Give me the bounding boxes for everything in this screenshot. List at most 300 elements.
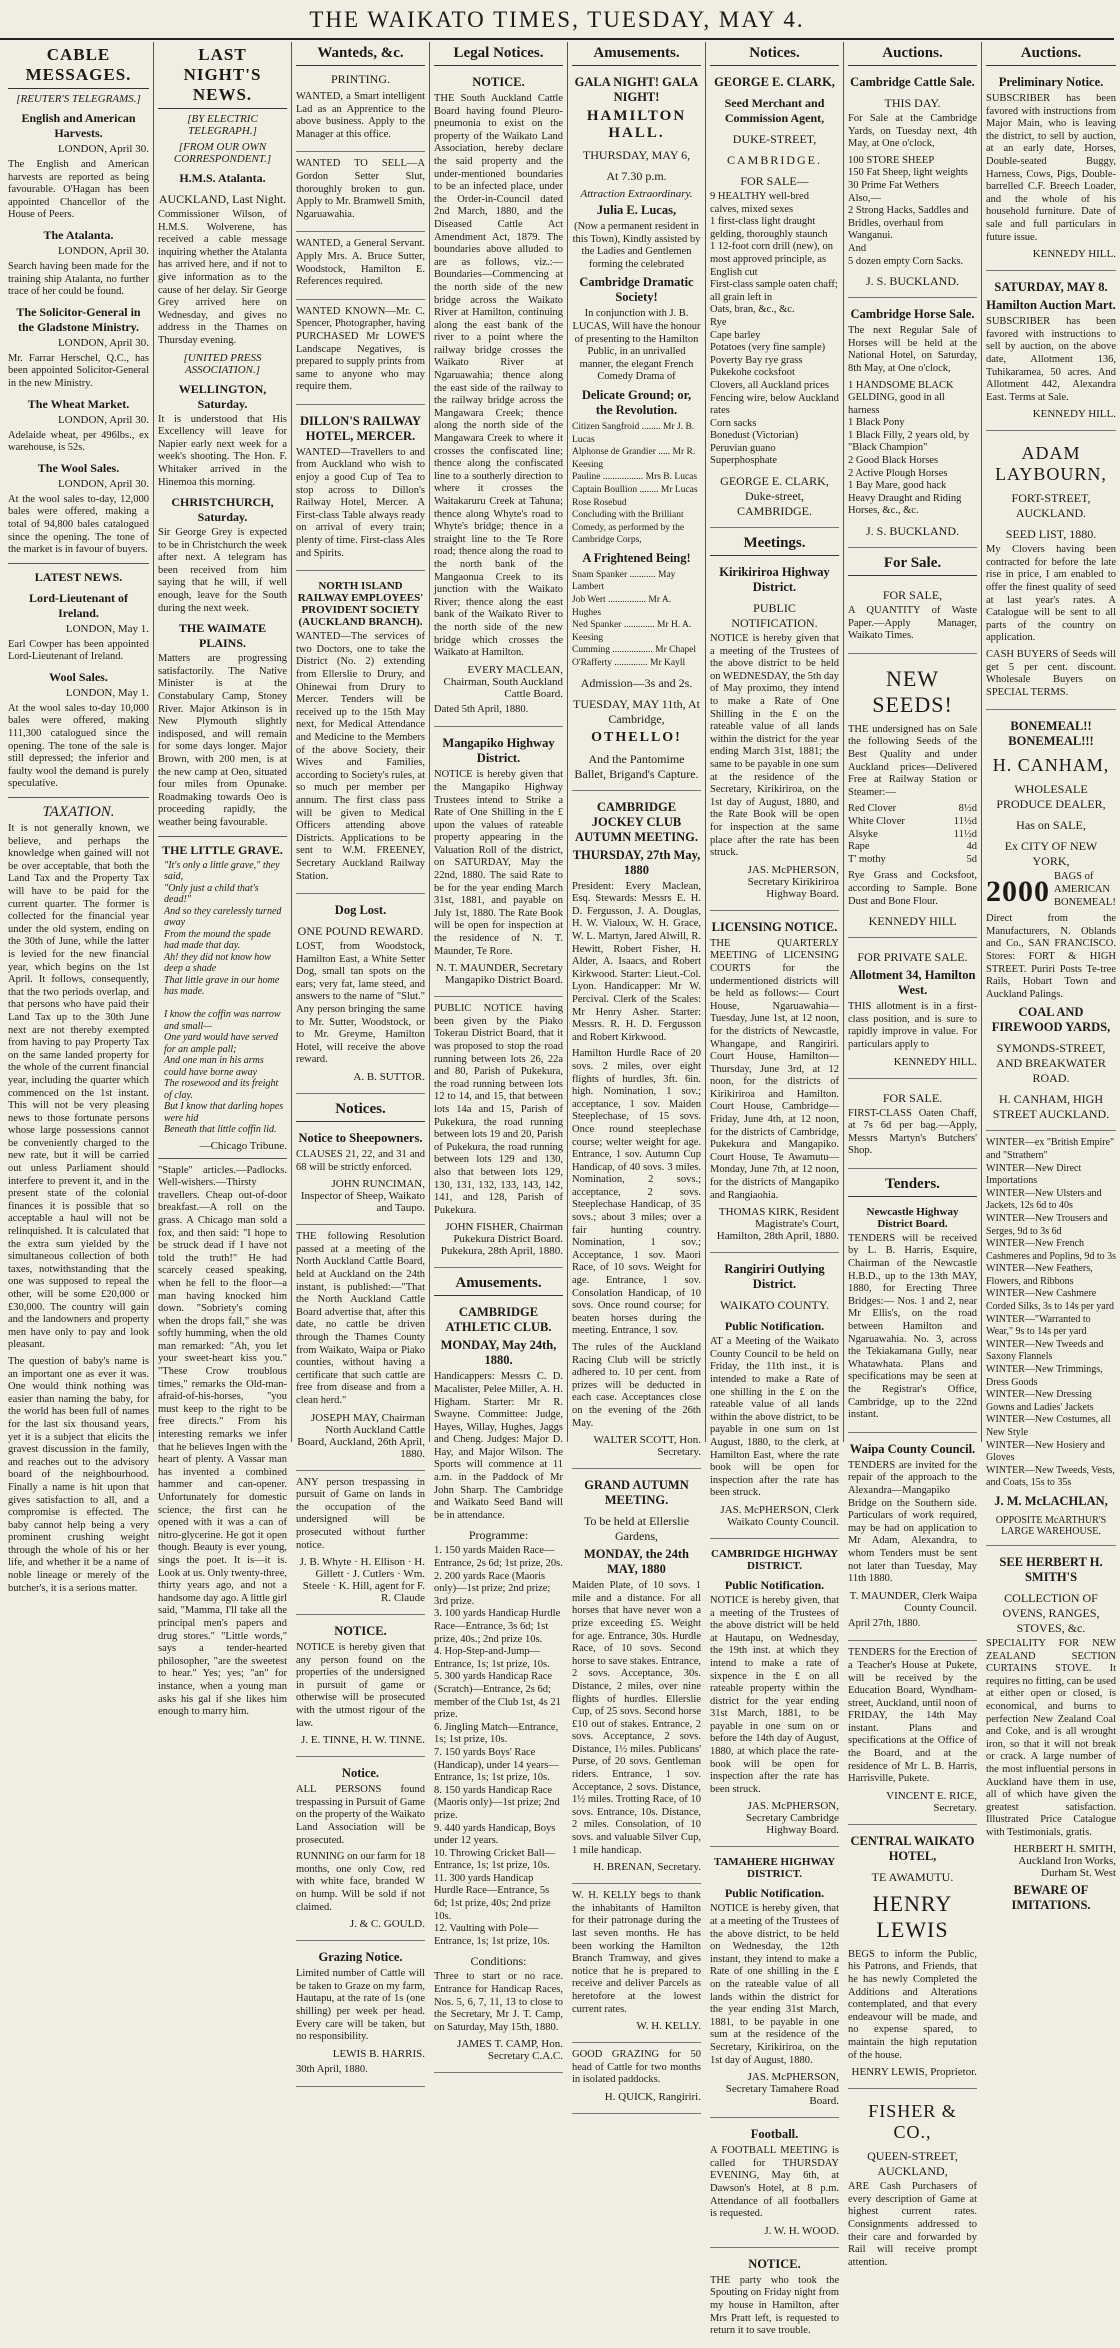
ad-signature: JOSEPH MAY, Chairman North Auckland Cattle Board, Auckland, 26th April, 1880.: [297, 1411, 425, 1460]
classified-ad: [296, 156, 425, 232]
ad-text: BEGS to inform the Public, his Patrons, and Friends, that he has newly Completed the Additions and Alterations contemplated, and that every endeavour will be made, and no expense spared, to maintain the high reputation of the house.: [848, 1948, 977, 2061]
ad-text: SPECIALITY FOR NEW ZEALAND SECTION CURTAINS STOVE. It requires no fitting, can be used at either open or closed, is economical, and burns to perfection New Zealand Coal and Coke, and is all wrought iron, so that it will not break or crack. A large number of the most influential persons in Auckland have them in use, all of which have given the greatest satisfaction. Illustrated Price Catalogue with Testimonials, gratis.: [986, 1637, 1116, 1838]
athletic-club-ad: [434, 1300, 563, 2073]
ad-heading: SEE HERBERT H. SMITH'S: [999, 1554, 1103, 1584]
item-list: 9 HEALTHY well-bred calves, mixed sexes 1 first-class light draught gelding, thoroughly staunch 1 12-foot corn drill (new), on most approved principle, as English cut First-class sample oaten chaff; all grain left in Oats, bran, &c., &c. Rye Cape barley Potatoes (very fine sample) Poverty Bay rye grass Pukekohe cocksfoot Clovers, all Auckland prices Fencing wire, below Auckland rates Corn sacks Bonedust (Victorian) Peruvian guano Superphosphate: [710, 191, 839, 467]
ad-text: President: Every Maclean, Esq. Stewards: Messrs E. H. D. Fergusson, J. A. Douglas, H. W. Vialoux, W. H. Grace, W. L. Martyn, Jared Alwill, R. Hewitt, Robert Fisher, H. Alder, A. Isaacs, and Robert Kirkwood. Starter: Lieut.-Col. Lyon. Handicapper: Mr W. Percival. Clerk of the Scales: Mr Henry Asher. Starter: Messrs. R. H. D. Fergusson and Robert Kirkwood.: [572, 880, 701, 1043]
quantity-label: BAGS of AMERICAN BONEMEAL!: [1054, 871, 1116, 908]
classified-ad: [296, 304, 425, 405]
ad-heading: TAMAHERE HIGHWAY DISTRICT.: [713, 1856, 836, 1881]
programme-heading: Programme:: [468, 1528, 529, 1543]
ad-text: WANTED—Travellers to and from Auckland who wish to enjoy a good Cup of Tea to stop across to Dillon's Railway Hotel, Mercer. A First-class Table always ready on arrival of every train; plenty of time. First-class Ales and Spirits.: [296, 446, 425, 559]
ad-heading: NORTH ISLAND RAILWAY EMPLOYEES' PROVIDENT SOCIETY (AUCKLAND BRANCH).: [297, 580, 424, 629]
ad-heading: Waipa County Council.: [849, 1441, 976, 1456]
ad-text: FIRST-CLASS Oaten Chaff, at 7s 6d per bag.—Apply, Messrs Martyn's Butchers' Shop.: [848, 1107, 977, 1157]
seed-price: 11½d: [953, 828, 977, 840]
poem-text: "It's only a little grave," they said, "Only just a child that's dead!" And so they carelessly turned away From the mound the spade had made that day. Ah! they did not know how deep a shade That little grave in our home has made. I know the coffin was narrow and small— One yard would have served for an ample pall; And one man in his arms could have borne away The rosewood and its freight of clay. But I know that darling hopes were hid Beneath that little coffin lid.: [164, 859, 284, 1136]
ad-signature: JAS. McPHERSON, Clerk Waikato County Council.: [720, 1503, 839, 1528]
seeds-ad: [848, 658, 977, 938]
ad-text: In conjunction with J. B. LUCAS, Will have the honour of presenting to the Hamilton Public, in an unrivalled manner, the elegant French Comedy Drama of: [572, 308, 701, 383]
poem-title: THE LITTLE GRAVE.: [162, 842, 283, 857]
ad-text: AT a Meeting of the Waikato County Council to be held on Friday, the 11th inst., it is intended to make a Rate of one shilling in the £ on the rateable value of all lands within the above district, to be payable in one sum on 1st August, 1880, to the clerk, at Hamilton East, where the rate book will be open for inspection after the rate has been struck.: [710, 1336, 839, 1499]
credit-line: [FROM OUR OWN CORRESPONDENT.]: [173, 141, 272, 165]
notice-ad: [296, 1761, 425, 1941]
legal-notice: [434, 1001, 563, 1268]
ad-subheading: Has on SALE,: [1016, 818, 1086, 833]
conditions-heading: Conditions:: [470, 1954, 527, 1969]
column-heading: Legal Notices.: [434, 42, 563, 66]
race-list: Hamilton Hurdle Race of 20 sovs. 2 miles, over eight flights of hurdles, 3ft. 6in. high. Nomination, 1 sov.; acceptance, 1 sov. Maiden Steeplechase, of 15 sovs. Once round steeplechase course; welter weight for age. Entrance, 1 sov. Autumn Cup Handicap, of 40 sovs. 3 miles. Nomination, 2 sovs.; acceptance, 2 sovs. Steeplechase Handicap, of 35 sovs.; about 3 miles; over a fair hunting country. Nomination, 1 sov.; Acceptance, 1 sov. Maori Race, of 10 sovs. Weight for age. Entrance, 1 sov. Consolation Handicap, of 10 sovs. Once round course; for beaten horses during the meeting. Entrance, 1 sov.: [572, 1048, 701, 1337]
warning: BEWARE OF IMITATIONS.: [1011, 1883, 1091, 1913]
ad-text: LOST, from Woodstock, Hamilton East, a White Setter Dog, small tan spots on the ears; very fat, lame steed, and answers to the name of "Slut." Any person bringing the same to Mr. Sutter, Woodstock, or to Mr. Greyme, Hamilton Hotel, will receive the above reward.: [296, 941, 425, 1066]
tender-ad: [848, 1437, 977, 1642]
ad-heading: Mangapiko Highway District.: [442, 736, 555, 766]
ad-text: THE QUARTERLY MEETING of LICENSING COURTS for the undermentioned districts will be held as follows:— Court House, Ngaruawahia—Tuesday, June 1st, at 12 noon, for the districts of Newcastle, Whangape, and Rangiriri. Court House, Hamilton—Thursday, June 3rd, at 12 noon, for the districts of Kirikiriroa and Hamilton. Court House, Cambridge—Friday, June 4th, at 12 noon, for the districts of Cambridge, Pukekura and Mangapiko. Court House, Te Awamutu—Monday, June 7th, at 12 noon, for the districts of Mangapiko and Rangiaohia.: [710, 937, 839, 1201]
item-text: At the wool sales to-day, 12,000 bales were offered, making a total of 94,800 bales catalogued since the opening. The tone of the market is in favour of buyers.: [8, 493, 149, 556]
tender-ad: [848, 1645, 977, 1825]
ad-subheading: WAIKATO COUNTY.: [720, 1298, 829, 1313]
column-wanteds: [292, 42, 430, 2075]
ad-heading: Newcastle Highway District Board.: [866, 1205, 959, 1230]
venue: HAMILTON HALL.: [586, 108, 687, 141]
section-heading: PRINTING.: [331, 72, 390, 86]
auction-notice: [986, 70, 1116, 271]
ad-text: RUNNING on our farm for 18 months, one only Cow, red with white face, branded W on hump. Will be sold if not claimed.: [296, 1851, 425, 1913]
ad-heading: Football.: [750, 2127, 799, 2142]
column-heading: Auctions.: [848, 42, 977, 66]
ad-text: ARE Cash Purchasers of every description of Game at highest current rates. Consignments addressed to their care and forwarded by Rail will receive prompt attention.: [848, 2181, 977, 2268]
grazing-notice: [296, 1945, 425, 2087]
ad-subheading: COAL AND FIREWOOD YARDS,: [991, 1005, 1111, 1035]
section-heading: Notices.: [296, 1098, 425, 1122]
ad-heading: Notice.: [341, 1766, 380, 1781]
ad-text: ANY person trespassing in pursuit of Game on lands in the occupation of the undersigned will be prosecuted without further notice.: [296, 1476, 425, 1551]
hotel-ad: [296, 409, 425, 571]
dateline: LONDON, April 30.: [57, 336, 149, 349]
ad-heading: Notice to Sheepowners.: [298, 1131, 423, 1146]
item-text: At the wool sales to-day 10,000 bales were offered, making 111,300 catalogued since the opening. The tone of the sale is still depressed; the inferior and faulty wool the demand is purely speculative.: [8, 702, 149, 790]
item-list: 1 HANDSOME BLACK GELDING, good in all harness 1 Black Pony 1 Black Filly, 2 years old, by "Black Champion" 2 Good Black Horses 2 Active Plough Horses 1 Bay Mare, good hack Heavy Draught and Riding Horses, &c., &c.: [848, 379, 970, 517]
legal-notice: [434, 731, 563, 997]
seed-price-row: [848, 829, 977, 842]
ad-subheading: QUEEN-STREET, AUCKLAND,: [867, 2149, 958, 2179]
ad-heading: Preliminary Notice.: [998, 75, 1104, 89]
ad-heading: Grazing Notice.: [318, 1950, 403, 1965]
ad-text: W. H. KELLY begs to thank the inhabitants of Hamilton for their patronage during the last seven months. He has been working the Hamilton Branch Tramway, and gives notice that he is prepared to receive and deliver Parcels as heretofore at the lowest current rates.: [572, 1890, 701, 2015]
ad-signature: H. QUICK, Rangiriri.: [604, 2090, 701, 2103]
ad-text: TENDERS will be received by L. B. Harris, Esquire, Chairman of the Newcastle H.B.D., up to the 13th MAY, 1880, for Erecting Three Bridges:— Nos. 1 and 2, near Mr Ellis's, on the road between Hamilton and Ngaruawahia. No. 3, across the Tekiakamana Gully, near Whatawhata. Plans and specifications may be seen at the Registrar's Office, Cambridge, up to the 22nd instant.: [848, 1232, 977, 1421]
ad-subheading: FOR SALE,: [882, 588, 943, 603]
ad-subheading: Ex CITY OF NEW YORK,: [1004, 839, 1098, 869]
item-text: Search having been made for the training ship Atalanta, no further trace of her could be found.: [8, 260, 149, 298]
ad-signature: THOMAS KIRK, Resident Magistrate's Court, Hamilton, 28th April, 1880.: [716, 1206, 839, 1243]
ad-text: WANTED—The services of two Doctors, one to take the District (No. 2) extending from Ellerslie to Drury, and Ohinewai from Drury to Mercer. Tenders will be received up to the 15th May next, for Medical Attendance and Medicine to the Members of the above Society, their Wives and Families, according to Society's rules, at so much per member per annum. The first class pass will be given to Medical Officers attending above Districts. Applications to be sent to W.M. FREENEY, Secretary Auckland Railway Station.: [296, 631, 425, 882]
ad-text: NOTICE is hereby given, that at a meeting of the Trustees of the above district, to be held on Wednesday, the 12th instant, they intend to make a Rate of one shilling in the £ on the rateable value of all lands within the district for the year ending 31st March, 1881, to be payable in one sum at the residence of the Secretary, Kirikiriroa, on the 1st day of August, 1880.: [710, 1903, 839, 2066]
game-dealer-ad: [848, 2093, 977, 2279]
ad-signature: J. S. BUCKLAND.: [865, 524, 959, 539]
item-text: The English and American harvests are reported as being favourable. O'Hagan has been appointed Chancellor of the House of Peers.: [8, 159, 149, 221]
ad-heading: CENTRAL WAIKATO HOTEL,: [850, 1833, 975, 1863]
play-title: A Frightened Being!: [582, 550, 691, 565]
ad-signature: EVERY MACLEAN, Chairman, South Auckland Cattle Board.: [443, 663, 563, 700]
play-title: Delicate Ground; or, the Revolution.: [581, 387, 692, 417]
ad-text: NOTICE is hereby given that any person found on the properties of the undersigned in pursuit of game or otherwise will be prosecuted with the utmost rigour of the law.: [296, 1642, 425, 1729]
ad-text: (Now a permanent resident in this Town), Kindly assisted by the Ladies and Gentlemen forming the celebrated: [572, 221, 701, 270]
section-heading: Amusements.: [434, 1272, 563, 1296]
dateline: LONDON, May 1.: [65, 622, 149, 635]
cast-list: Snam Spanker ........... May Lambert Job Wert ................ Mr A. Hughes Ned Spanker ............. Mr H. A. Keesing Cumming ................. Mr Chapel O'Rafferty .............. Mr Kayll: [572, 569, 697, 669]
ad-signature: HENRY LEWIS, Proprietor.: [851, 2066, 977, 2079]
credit-line: [UNITED PRESS ASSOCIATION.]: [183, 351, 262, 376]
ad-subheading: WHOLESALE PRODUCE DEALER,: [996, 782, 1106, 812]
society-ad: [296, 575, 425, 894]
classified-ad: [296, 236, 425, 299]
ad-text: WANTED, a Smart intelligent Lad as an Apprentice to the above business. Apply to the Manager at this office.: [296, 91, 425, 140]
item-list: 100 STORE SHEEP 150 Fat Sheep, light weights 30 Prime Fat Wethers Also,— 2 Strong Hacks, Saddles and Bridles, overhaul from Wanganui. And 5 dozen empty Corn Sacks.: [848, 154, 969, 267]
column-auctions-1: [844, 42, 982, 2268]
seed-price-row: [848, 816, 977, 829]
ad-date: 30th April, 1880.: [296, 2063, 368, 2075]
column-amusements: [568, 42, 706, 2103]
performer: Julia E. Lucas,: [596, 203, 677, 217]
seed-price: 11½d: [953, 815, 977, 827]
item-text: Earl Cowper has been appointed Lord-Lieutenant of Ireland.: [8, 638, 149, 663]
ad-text: GOOD GRAZING for 50 head of Cattle for two months in isolated paddocks.: [572, 2049, 701, 2086]
cattle-sale-ad: [848, 70, 977, 298]
ad-text: My Clovers having been contracted for before the late rise in price, I am enabled to offer the finest quality of seed at last year's rates. A Catalogue will be sent to all parts of the country on application.: [986, 544, 1116, 644]
seed-price-row: [848, 803, 977, 816]
ad-text: PUBLIC NOTICE having been given by the Piako Tokerau District Board, that it was proposed to stop the road running between lots 26, 22a and 80, Parish of Pukekura, the road running between lots 12 to 14, and 15, that between lots 14a and 15, Parish of Pukekura, the road running between lots 19 and 20, Parish of Pukekura, the road running between lots 129 and 130, also that between lots 129, 130, 131, 132, 133, 143, 142, 141, and 128, Parish of Pukekura.: [434, 1003, 563, 1216]
item-text: Matters are progressing satisfactorily. The Native Minister is at the Constabulary Camp, Stoney River. Major Atkinson is in New Plymouth slightly indisposed, and will remain for some days longer. Major Brown, with 200 men, is at the new camp at Oeo, situated four miles from Opunake. Roadmaking towards Oeo is proceeding rapidly, the weather being favourable.: [158, 653, 287, 828]
ad-heading: J. M. McLACHLAN,: [994, 1493, 1108, 1508]
event-date: MONDAY, May 24th, 1880.: [440, 1338, 557, 1368]
seed-price: 8½d: [958, 803, 977, 815]
seed-price: 5d: [966, 853, 977, 865]
dealer-name: H. CANHAM,: [992, 755, 1110, 776]
auction-notice: [986, 275, 1116, 431]
theatre-ad: [572, 70, 701, 791]
ad-heading: NOTICE.: [748, 2256, 801, 2271]
column-auctions-2: [982, 42, 1120, 1913]
classified-ad: [296, 89, 425, 152]
horse-sale-ad: [848, 302, 977, 548]
section-heading: Meetings.: [710, 532, 839, 556]
item-heading: The Wheat Market.: [27, 396, 130, 411]
ad-signature: JOHN FISHER, Chairman Pukekura District Board. Pukekura, 28th April, 1880.: [440, 1221, 563, 1258]
item-heading: The Wool Sales.: [37, 460, 120, 475]
seed-name: Red Clover: [848, 803, 897, 815]
ad-signature: J. B. Whyte · H. Ellison · H. Gillett · J. Cutlers · Wm. Steele · K. Hill, agent for F. R. Claude: [299, 1556, 425, 1605]
poem-credit: —Chicago Tribune.: [199, 1139, 287, 1152]
ad-signature: H. BRENAN, Secretary.: [593, 1861, 701, 1874]
item-heading: H.M.S. Atalanta.: [179, 171, 266, 185]
ad-signature: GEORGE E. CLARK, Duke-street, CAMBRIDGE.: [720, 474, 829, 519]
ad-subheading: THIS DAY.: [884, 96, 941, 110]
ad-signature: T. MAUNDER, Clerk Waipa County Council.: [849, 1589, 977, 1614]
ad-text: Limited number of Cattle will be taken to Graze on my farm, Hautapu, at the rate of 1s (one shilling) per week per head. Every care will be taken, but no responsibility.: [296, 1968, 425, 2043]
event-date: THURSDAY, 27th May, 1880: [572, 847, 701, 877]
ad-text: THE South Auckland Cattle Board having found Pleuro-pneumonia to exist on the property of the Waikato Land Association, hereby declare the said property and the under-mentioned boundaries to be an infected place, under the Order-in-Council dated 2nd March, 1880, and the Diseased Cattle Act Amendment Act, 1879. The boundaries above alluded to are as follows, viz.:— Boundaries—Commencing at the north side of the new bridge across the Waikato River at Hamilton, continuing along the east bank of the river to a point where the railway bridge crosses the Waikato River at Ngaruawahia; thence along the east side of the railway to the railway bridge across the Mangawara Creek; thence along the north side of the Mangawara Creek to where it crosses the confiscated line; thence along the confiscated line to a southerly direction to where it crosses the Waitakaruru Creek at Tahuna; thence along Whyte's road to Whyte's bridge; thence in a straight line to the Te Rore road; thence along the road to the north bank of the Mangaonua Creek to its junction with the Waikato River; thence along the east bank of the Waikato River to the north side of the new bridge which crosses the Waikato at Hamilton.: [434, 93, 563, 659]
notice-ad: [296, 1229, 425, 1470]
seed-price: 4d: [966, 841, 977, 853]
section-heading: LATEST NEWS.: [34, 569, 123, 584]
column-heading: LAST NIGHT'S NEWS.: [158, 42, 287, 109]
tramway-ad: [572, 1888, 701, 2043]
ad-subheading: Hamilton Auction Mart.: [986, 298, 1116, 313]
event-time: At 7.30 p.m.: [606, 169, 667, 183]
item-heading: THE WAIMATE PLAINS.: [178, 621, 267, 651]
column-cable-messages: [4, 42, 154, 1594]
ad-text: SUBSCRIBER has been favored with instructions to sell by auction, on the above date, Allotment 136, Tuhikaramea, 50 acres. And Allotment 442, Alexandra East. Terms at Sale.: [986, 316, 1116, 403]
item-heading: CHRISTCHURCH, Saturday.: [171, 495, 274, 525]
society-name: Cambridge Dramatic Society!: [579, 275, 694, 305]
race-list: Maiden Plate, of 10 sovs. 1 mile and a distance. For all horses that have never won a prize exceeding £5. Weight for age. Entrance, 30s. Hurdle Race, of 10 sovs. Second horse to save stakes. Entrance, 2 sovs. Acceptance, 30s. Distance, 2 miles, over nine flights of hurdles. Ellerslie Cup, of 25 sovs. Second horse £10 out of stakes. Entrance, 2 sovs. Acceptance, 2 sovs. Distance, 1½ miles. Publicans' Purse, of 20 sovs. Gentleman riders. Entrance, 1 sov. Acceptance, 2 sovs. Distance, 1½ miles. Trotting Race, of 10 sovs. Entrance, 10s. Distance, 2 miles. Consolation, of 10 sovs. and valuable Silver Cup, 1 mile handicap.: [572, 1580, 701, 1856]
ad-text: THE party who took the Spouting on Friday night from my house in Hamilton, after Mrs Pratt left, is requested to return it to save trouble.: [710, 2274, 839, 2337]
ad-text: The rules of the Auckland Racing Club will be strictly adhered to. 10 per cent. from prizes will be deducted in each case. Acceptances close on the evening of the 26th May.: [572, 1342, 701, 1429]
for-sale-label: FOR SALE—: [740, 174, 809, 188]
cast-list: Citizen Sangfroid ........ Mr J. B. Lucas Alphonse de Grandier ..... Mr R. Keesing Pauline ................. Mrs B. Lucas Captain Boullion ........ Mr Lucas Rose Rosebud Concluding with the Brilliant Comedy, as performed by the Cambridge Corps,: [572, 421, 698, 546]
seed-name: T' mothy: [848, 853, 886, 865]
seed-name: Rape: [848, 841, 870, 853]
ad-text: NOTICE is hereby given that the Mangapiko Highway Trustees intend to Strike a Rate of One Shilling in the £ upon the values of rateable property appearing in the Valuation Roll of the district, on SATURDAY, May the 22nd, 1880. The said Rate to be for the year ending March 31st, 1881, and payable on July 1st, 1880. The Rate Book will be open for inspection at the residence of N. T. Maunder, Te Rore.: [434, 769, 563, 957]
hotel-ad: [848, 1829, 977, 2089]
item-text: It is understood that His Excellency will leave for Napier early next week for a week's shooting. The Hon. F. Whitaker arrived in the Hinemoa this morning.: [158, 413, 287, 488]
ad-signature: VINCENT E. RICE, Secretary.: [886, 1789, 977, 1814]
item-heading: WELLINGTON, Saturday.: [178, 381, 267, 411]
seed-merchant-ad: [986, 435, 1116, 710]
column-heading: Amusements.: [572, 42, 701, 66]
ad-signature: LEWIS B. HARRIS.: [332, 2047, 425, 2060]
ad-signature: JAS. McPHERSON, Secretary Kirikiriroa Highway Board.: [747, 863, 839, 900]
ad-heading: NEW SEEDS!: [872, 665, 953, 717]
ad-text: TENDERS for the Erection of a Teacher's House at Pukete, will be received by the Education Board, Wyndham-street, Auckland, until noon of FRIDAY, the 14th May instant. Plans and specifications at the Office of the Board, and at the residence of Mr L. B. Harris, Harrisville, Pukete.: [848, 1647, 977, 1785]
item-heading: The Solicitor-General in the Gladstone Ministry.: [16, 304, 141, 334]
chaff-sale-ad: [848, 1083, 977, 1169]
ad-heading: NOTICE.: [472, 75, 525, 89]
ad-text: A FOOTBALL MEETING is called for THURSDAY EVENING, May 6th, at Dawson's Hotel, at 8 p.m. Attendance of all footballers is requested.: [710, 2145, 839, 2220]
ad-subheading: SEED LIST, 1880.: [1005, 527, 1097, 542]
ad-subheading: Public Notification.: [724, 1577, 825, 1592]
ad-text: NOTICE is hereby given that a meeting of the Trustees of the above district to be held on WEDNESDAY, the 5th day of May proximo, they intend to make a Rate of One Shilling in the £ on the rateable value of all lands within the district for the year ending March 31st, 1881; the same to be payable in one sum at the residence of the Secretary, Kirikiriroa, on the 1st day of August, 1880, and the Rate Book will be open for inspection at the same place after the rate has been struck.: [710, 633, 840, 859]
dateline: LONDON, April 30.: [57, 244, 149, 257]
private-sale-ad: [848, 942, 977, 1078]
cambridge-highway-notice: [710, 1543, 839, 1848]
ad-text: WANTED, a General Servant. Apply Mrs. A. Bruce Sutter, Woodstock, Hamilton E. References required.: [296, 238, 425, 288]
item-text: Adelaide wheat, per 496lbs., ex warehouse, is 52s.: [8, 429, 149, 454]
column-last-nights-news: [154, 42, 292, 1718]
ad-text: Three to start or no race. Entrance for Handicap Races, Nos. 5, 6, 7, 11, 13 to close to the Secretary, Mr J. T. Camp, on Saturday, May 15th, 1880.: [434, 1971, 563, 2033]
ad-heading: SATURDAY, MAY 8.: [994, 280, 1108, 295]
section-heading: For Sale.: [848, 552, 977, 576]
address: SYMONDS-STREET, AND BREAKWATER ROAD.: [996, 1041, 1106, 1086]
bonemeal-ad: [986, 714, 1116, 1131]
column-heading: Wanteds, &c.: [296, 42, 425, 66]
highway-notice: [710, 560, 839, 911]
ad-text: THE following Resolution passed at a meeting of the North Auckland Cattle Board, held at Auckland on the 24th instant, is published:—"That the North Auckland Cattle Board advertise that, after this date, no cattle be driven through the Thames County from Waikato, Waipa or Piako counties, without having a certificate that such cattle are free from disease and from a clean herd.": [296, 1231, 425, 1406]
item-text: Sir George Grey is expected to be in Christchurch the week after next. A telegram has been received from him saying that he will, if well enough, leave for the South during the next week.: [158, 527, 287, 614]
drapery-ad: [986, 1135, 1116, 1546]
ad-heading: CAMBRIDGE ATHLETIC CLUB.: [445, 1305, 552, 1335]
ad-heading: LICENSING NOTICE.: [711, 919, 838, 934]
ad-subheading: TE AWAMUTU.: [871, 1869, 954, 1884]
address: FORT-STREET, AUCKLAND.: [1011, 491, 1091, 521]
tamahere-notice: [710, 1851, 839, 2118]
ad-text: Handicappers: Messrs C. D. Macalister, Pelee Miller, A. H. Higham. Starter: Mr R. Swayne. Committee: Judge, Hayes, Willay, Hughes, Jaggs and Cheng. Judges: Major D. Hay, and Major Wilson. The Sports will commence at 11 a.m. in the Paddock of Mr John Sharp. The Cambridge and Waikato Seed Band will be in attendance.: [434, 1371, 563, 1521]
address: DUKE-STREET,: [732, 132, 817, 146]
miscellany-text: "Staple" articles.—Padlocks. Well-wishers.—Thirsty travellers. Cheap out-of-door breakfast.—A roll on the grass. A Chicago man sold a fox, and then said: "I hope to be struck dead if I have not told the truth!" He had scarcely ceased speaking, when he fell to the floor—a man having knocked him down. "Sobriety's coming when the drops fall," she was softly humming, when the old man remarked: "Ah, you let your sweet-heart kiss you." "These Crow troublous times," remarks the Old-man-afraid-of-his-horses, "you must keep to the right to be free directs." From his interesting remarks we infer that he believes Ingen with the heart of plenty. A Vassar man has invented a combined hammer and can-opener. Unfortunately for domestic science, the first can he opened with it was a can of nitro-glycerine. He got it open though. Beauty is ever young, sings the poet. It is—it is. Look at us. Only twenty-three, thirty years ago, and not a handsome day ago. A little girl said, "Mamma, I'll take all the principal men's papers and drug stores." "Little words," says a tender-hearted philosopher, "are the sweetest to hear." Yes; yes; "an" for instance, when a young man asks his gal if she likes him enough to marry him.: [158, 1164, 287, 1718]
licensing-notice: [710, 915, 839, 1253]
ad-subheading: Public Notification.: [724, 1319, 825, 1334]
ad-text: SUBSCRIBER has been favored with instructions from Major Main, who is leaving the district, to sell by auction, at an early date, Horses, Double-seated Buggy, Harness, Cows, Pigs, Double-barrelled C.F. Breech Loader, and the whole of his household furniture. Date of sale and full particulars in future issue.: [986, 93, 1116, 243]
notice-ad: [296, 1475, 425, 1616]
ad-text: For Sale at the Cambridge Yards, on Tuesday next, 4th May, at One o'clock,: [848, 113, 977, 150]
seed-price-row: [848, 854, 977, 867]
address: OPPOSITE McARTHUR'S LARGE WAREHOUSE.: [995, 1514, 1107, 1537]
ad-heading: CAMBRIDGE HIGHWAY DISTRICT.: [710, 1547, 839, 1572]
ad-subheading: COLLECTION OF OVENS, RANGES, STOVES, &c.: [1002, 1590, 1100, 1635]
event-tagline: Attraction Extraordinary.: [580, 188, 693, 200]
item-heading: Lord-Lieutenant of Ireland.: [29, 590, 128, 620]
ad-text: The next Regular Sale of Horses will be held at the National Hotel, on Saturday, 8th May, at One o'clock,: [848, 325, 977, 374]
dog-lost-ad: [296, 898, 425, 1094]
item-list: WINTER—ex "British Empire" and "Strathern" WINTER—New Direct Importations WINTER—New Ulsters and Jackets, 12s 6d to 40s WINTER—New Trousers and Serges, 9d to 3s 6d WINTER—New French Cashmeres and Poplins, 9d to 3s WINTER—New Feathers, Flowers, and Ribbons WINTER—New Cashmere Corded Silks, 3s to 14s per yard WINTER—"Warranted to Wear," 9s to 14s per yard WINTER—New Tweeds and Saxony Flannels WINTER—New Trimmings, Dress Goods WINTER—New Dressing Gowns and Ladies' Jackets WINTER—New Costumes, all New Style WINTER—New Hosiery and Gloves WINTER—New Tweeds, Vests, and Coats, 15s to 35s: [986, 1137, 1116, 1489]
ad-text: THE undersigned has on Sale the following Seeds of the Best Quality and under Auckland prices—Delivered Free at Railway Station or Steamer:—: [848, 723, 977, 798]
dateline: LONDON, April 30.: [57, 477, 149, 490]
ad-text: A QUANTITY of Waste Paper.—Apply Manager, Waikato Times.: [848, 605, 977, 642]
divider: [8, 797, 149, 798]
divider: [158, 1158, 287, 1159]
ad-text: WANTED TO SELL—A Gordon Setter Slut, thoroughly broken to gun. Apply to Mr. Bramwell Smith, Ngaruawahia.: [296, 158, 425, 220]
ad-subheading: To be held at Ellerslie Gardens,: [583, 1514, 690, 1544]
ad-subheading: FOR PRIVATE SALE.: [857, 950, 968, 965]
ad-text: WANTED KNOWN—Mr. C. Spencer, Photographer, having PURCHASED Mr LOWE'S Landscape Negatives, is prepared to supply prints from same to anyone who may require them.: [296, 305, 425, 393]
credit-line: [BY ELECTRIC TELEGRAPH.]: [187, 113, 258, 137]
column-heading: CABLE MESSAGES.: [8, 42, 149, 89]
ad-signature: J. W. H. WOOD.: [764, 2224, 839, 2237]
dateline: LONDON, April 30.: [57, 413, 149, 426]
waste-paper-ad: [848, 580, 977, 654]
proprietor-name: HENRY LEWIS: [872, 1890, 953, 1942]
rangiriri-notice: [710, 1257, 839, 1539]
jockey-club-ad: [572, 795, 701, 1470]
editorial-text: The question of baby's name is an important one as ever it was. One would think nothing was easier than naming the baby, for the world has been full of names for the last six thousand years, yet it is a subject that elicits the gravest discussion in the family, and reaches out to the advisory board of the neighbourhood. Finally a name is hit upon that gives satisfaction to all, and a compromise is effected. The baby cannot help being a very prominent crushing weight through the whole of his or her life, and whether it be a name of noble lineage or merely of the butcher's, it is a serious matter.: [8, 1355, 149, 1594]
ad-text: CASH BUYERS of Seeds will get 5 per cent. discount. Wholesale Buyers on SPECIAL TERMS.: [986, 649, 1116, 698]
ad-signature: KENNEDY HILL.: [1032, 408, 1116, 421]
ad-text: Rye Grass and Cocksfoot, according to Sample. Bone Dust and Bone Flour.: [848, 870, 977, 907]
notice-ad: [296, 1126, 425, 1225]
ad-signature: W. H. KELLY.: [636, 2020, 701, 2033]
ad-text: TENDERS are invited for the repair of the approach to the Alexandra—Mangapiko Bridge on the Southern side. Particulars of work required, may be had on application to Mr Adam, Alexandra, to whom Tenders must be sent not later than Tuesday, May 11th 1880.: [848, 1459, 977, 1585]
editorial-text: It is not generally known, we believe, and perhaps the knowledge when gained will not be over acceptable, that both the Land Tax and the Property Tax will have to be paid for the current quarter. The former is collected for the financial year under the old system, ending on the 30th of June, while the latter is levied for the new financial year, which begins on the 1st April. It follows, consequently, that the two periods overlap, and that persons who have paid their Land Tax up to the 30th June next are not thereby exempted from having to pay Property Tax on the same landed property for the whole of the current financial year, including the quarter which commenced on the 1st instant. This will not be very pleasing news to those fortunate persons whose large possessions cannot be conveniently charged to the new rate, but it will be carried out unless Parliament should interfere to prevent it, and in the present state of the colonial finances it is possible that so acceptable a haul will not be relinquished. It is calculated that the extra sum yielded by the simultaneous collection of both taxes, notwithstanding that the one was supposed to repeal the other, will be some £20,000 or £30,000. The country will gain and the landowners and property men have only to pay and look pleasant.: [8, 823, 149, 1351]
programme-list: 1. 150 yards Maiden Race—Entrance, 2s 6d; 1st prize, 20s. 2. 200 yards Race (Maoris only)—1st prize; 2nd prize; 3rd prize. 3. 100 yards Handicap Hurdle Race—Entrance, 3s 6d; 1st prize, 40s.; 2nd prize 10s. 4. Hop-Step-and-Jump—Entrance, 1s; 1st prize, 10s. 5. 300 yards Handicap Race (Scratch)—Entrance, 2s 6d; member of the Club 1st, 4s 21 prize. 6. Jingling Match—Entrance, 1s; 1st prize, 10s. 7. 150 yards Boys' Race (Handicap), under 14 years—Entrance, 1s; 1st prize, 10s. 8. 150 yards Handicap Race (Maoris only)—1st prize; 2nd prize. 9. 440 yards Handicap, Boys under 12 years. 10. Throwing Cricket Ball—Entrance, 1s; 1st prize, 10s. 11. 300 yards Handicap Hurdle Race—Entrance, 5s 6d; 1st prize, 40s; 2nd prize 10s. 12. Vaulting with Pole—Entrance, 1s; 1st prize, 10s.: [434, 1545, 563, 1947]
ad-signature: WALTER SCOTT, Hon. Secretary.: [593, 1434, 701, 1459]
ad-signature: KENNEDY HILL.: [893, 1055, 977, 1068]
ad-heading: CAMBRIDGE JOCKEY CLUB AUTUMN MEETING.: [575, 799, 698, 844]
ad-heading: NOTICE.: [334, 1624, 387, 1639]
ad-heading: ADAM LAYBOURN,: [995, 443, 1107, 485]
ad-heading: GALA NIGHT! GALA NIGHT!: [574, 75, 699, 104]
ad-date: April 27th, 1880.: [848, 1617, 921, 1629]
quantity: 2000: [986, 875, 1050, 909]
ad-heading: Allotment 34, Hamilton West.: [849, 968, 976, 998]
ad-signature: KENNEDY HILL: [868, 914, 957, 929]
ad-heading: Dog Lost.: [334, 903, 387, 918]
ad-signature: JAS. McPHERSON, Secretary Tamahere Road Board.: [725, 2071, 839, 2108]
ad-signature: N. T. MAUNDER, Secretary Mangapiko District Board.: [435, 962, 563, 987]
editorial-heading: TAXATION.: [42, 804, 115, 821]
ad-text: NOTICE is hereby given, that a meeting of the Trustees of the above district will be held at Hautapu, on Wednesday, the 19th inst. at which they intend to make a rate of sixpence in the £ on all rateable property within the district for the year ending 31st March, 1881, to be payable in one sum on or before the 14th day of August, 1880, at which place the rate-book will be open for inspection after the rate has been struck.: [710, 1594, 839, 1795]
ad-signature: J. E. TINNE, H. W. TINNE.: [301, 1734, 425, 1747]
section-heading: Tenders.: [848, 1173, 977, 1197]
seed-price-row: [848, 841, 977, 854]
column-heading: Auctions.: [986, 42, 1116, 66]
ad-subheading: Seed Merchant and Commission Agent,: [724, 96, 825, 125]
column-heading: Notices.: [710, 42, 839, 66]
ad-subheading: FOR SALE.: [882, 1090, 943, 1105]
dateline: LONDON, April 30.: [57, 143, 149, 155]
ad-heading: FISHER & CO.,: [868, 2101, 957, 2143]
ad-signature: JOHN RUNCIMAN, Inspector of Sheep, Waikato and Taupo.: [300, 1178, 425, 1215]
town: CAMBRIDGE.: [726, 153, 822, 167]
legal-notice: [434, 70, 563, 727]
credit-line: [REUTER'S TELEGRAMS.]: [16, 93, 141, 105]
ad-heading: DILLON'S RAILWAY HOTEL, MERCER.: [300, 413, 421, 443]
ad-text: ALL PERSONS found trespassing in Pursuit of Game on the property of the Waikato Land Association will be prosecuted.: [296, 1784, 425, 1846]
admission: Admission—3s and 2s.: [580, 675, 693, 690]
ad-subheading: ONE POUND REWARD.: [297, 924, 424, 939]
column-notices: [706, 42, 844, 2337]
notice-ad: [296, 1619, 425, 1757]
football-notice: [710, 2122, 839, 2248]
dateline: LONDON, May 1.: [65, 686, 149, 699]
play-title: OTHELLO!: [591, 729, 682, 745]
ad-heading: Rangiriri Outlying District.: [724, 1262, 825, 1292]
columns: [4, 42, 1116, 2337]
ad-signature: J. S. BUCKLAND.: [865, 274, 959, 289]
play-subtitle: And the Pantomime Ballet, Brigand's Capture.: [574, 751, 699, 781]
seed-price-list: [848, 803, 977, 866]
item-heading: Wool Sales.: [49, 669, 108, 684]
ad-heading: Cambridge Cattle Sale.: [850, 75, 975, 89]
event-date: THURSDAY, MAY 6,: [582, 148, 691, 162]
spouting-notice: [710, 2252, 839, 2348]
event-date: TUESDAY, MAY 11th, At Cambridge,: [572, 696, 701, 726]
ad-heading: BONEMEAL!! BONEMEAL!!!: [1008, 719, 1094, 749]
merchant-ad: [710, 70, 839, 528]
ad-date: Dated 5th April, 1880.: [434, 703, 529, 715]
ad-heading: Cambridge Horse Sale.: [850, 307, 975, 322]
item-heading: The Atalanta.: [43, 227, 114, 242]
ad-subheading: PUBLIC NOTIFICATION.: [731, 601, 818, 631]
divider: [8, 563, 149, 564]
ad-signature: H. CANHAM, HIGH STREET AUCKLAND.: [992, 1092, 1110, 1122]
ad-text: CLAUSES 21, 22, and 31 and 68 will be strictly enforced.: [296, 1149, 425, 1173]
divider: [158, 836, 287, 837]
ad-signature: HERBERT H. SMITH, Auckland Iron Works, Durham St. West: [1013, 1843, 1116, 1880]
ad-signature: A. B. SUTTOR.: [353, 1071, 425, 1084]
ad-text: THIS allotment is in a first-class position, and is sure to rapidly improve in value. For particulars apply to: [848, 1001, 977, 1050]
ad-signature: KENNEDY HILL.: [1032, 248, 1116, 261]
ad-heading: Kirikiriroa Highway District.: [719, 565, 830, 595]
autumn-meeting-ad: [572, 1473, 701, 1884]
item-text: Mr. Farrar Herschel, Q.C., has been appointed Solicitor-General in the new Ministry.: [8, 352, 149, 389]
ad-text: Direct from the Manufacturers, N. Oblands and Co., SAN FRANCISCO. Stores: FORT & HIGH STREET. Puriri Posts Te-tree Rails, Hobart Town and Auckland Palings.: [986, 913, 1116, 1000]
event-date: MONDAY, the 24th MAY, 1880: [584, 1547, 689, 1577]
ad-signature: JAMES T. CAMP, Hon. Secretary C.A.C.: [457, 2038, 563, 2063]
grazing-ad: [572, 2047, 701, 2114]
ad-signature: JAS. McPHERSON, Secretary Cambridge Highway Board.: [745, 1800, 839, 1837]
seed-name: White Clover: [848, 815, 905, 827]
